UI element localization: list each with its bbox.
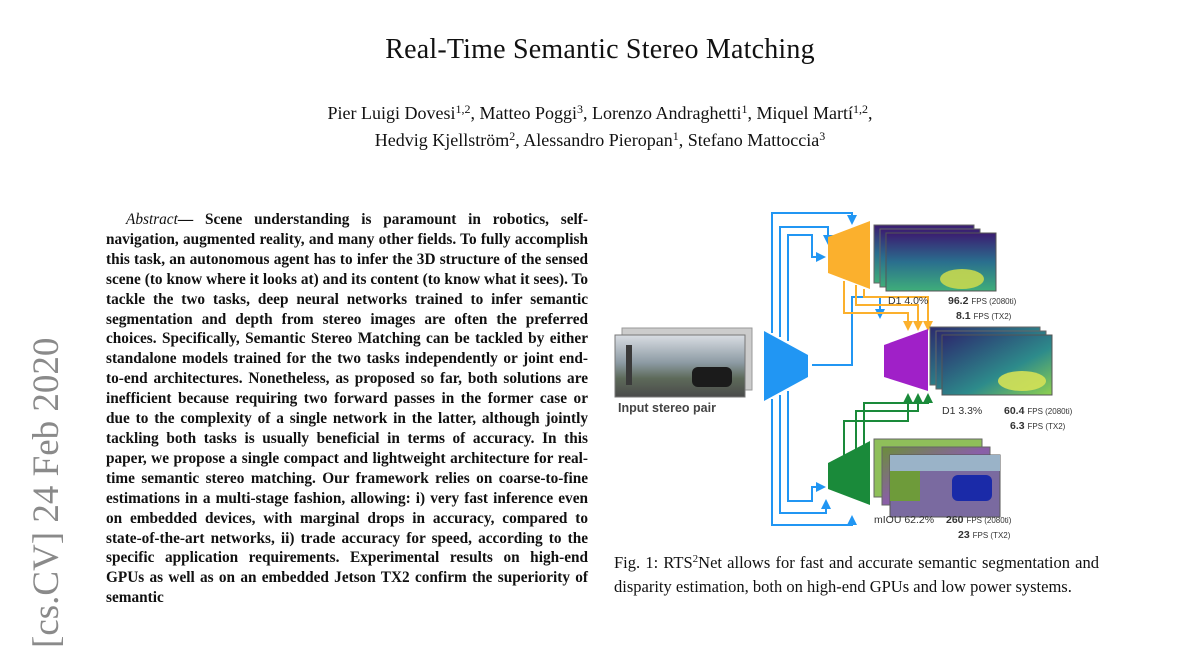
abstract-paragraph (106, 210, 588, 608)
author-list (0, 100, 1200, 154)
abstract (106, 210, 588, 608)
stage3-fps-tx2: 23 FPS (TX2) (958, 529, 1011, 541)
seg-sky (890, 455, 1000, 471)
pole-shape (626, 345, 632, 385)
author: Matteo Poggi$^3$, (479, 102, 593, 123)
author: Alessandro Pieropan$^1$, (523, 129, 688, 150)
paper-title: Real-Time Semantic Stereo Matching (385, 34, 815, 65)
abstract-body: — Scene understanding is paramount in robotics, self-navigation, augmented reality, and many other fields. To fully accomplish this task, an autonomous agent has to infer the 3D structure of the sensed scene (to know where it looks at) and its content (to know what it sees). To tackle the two tasks, deep neural networks trained to infer semantic segmentation and depth from stereo images are often the preferred choices. Specifically, Semantic Stereo Matching can be tackled by either standalone models trained for the two tasks independently or joint end-to-end architectures. Nonetheless, as proposed so far, both solutions are inefficient because requiring two forward passes in the former case or due to the complexity of a single network in the latter, although jointly tackling both tasks is usually beneficial in terms of accuracy. In this paper, we propose a single compact and lightweight architecture for real-time semantic stereo matching. Our framework relies on coarse-to-fine estimations in a multi-stage fashion, allowing: i) very fast inference even on embedded devices, with marginal drops in accuracy, compared to state-of-the-art networks, ii) trade accuracy for speed, according to the specific application requirements. Experimental results on high-end GPUs as well as on an embedded Jetson TX2 confirm the superiority of semantic (106, 211, 588, 607)
stereo-image-front (615, 335, 745, 397)
stage3-fps-2080ti: 260 FPS (2080ti) (946, 514, 1012, 526)
author-line-2 (0, 127, 1200, 154)
architecture-diagram (612, 205, 1102, 545)
refinement-stage-2 (884, 329, 928, 391)
arxiv-stamp-graphic (8, 300, 72, 648)
author: Miquel Martí$^{1,2}$, (756, 102, 873, 123)
encoder-block (764, 331, 808, 401)
input-label: Input stereo pair (618, 401, 716, 415)
author: Stefano Mattoccia$^3$ (687, 129, 826, 150)
abstract-lead: Abstract (126, 211, 178, 228)
seg-car (952, 475, 992, 501)
author: Pier Luigi Dovesi$^{1,2}$, (327, 102, 480, 123)
car-shape (692, 367, 732, 387)
author: Hedvig Kjellström$^2$, (374, 129, 524, 150)
disparity-blob (998, 371, 1046, 391)
input-stereo-pair (615, 328, 752, 415)
stage2-fps-2080ti: 60.4 FPS (2080ti) (1004, 405, 1073, 417)
stage1-metric: D1 4.0% (888, 295, 929, 307)
segmentation-head (828, 441, 870, 505)
segmentation-output (874, 439, 1000, 517)
stage2-metric: D1 3.3% (942, 405, 983, 417)
stage1-fps-tx2: 8.1 FPS (TX2) (956, 310, 1012, 322)
author-line-1 (0, 100, 1200, 127)
stage2-fps-tx2: 6.3 FPS (TX2) (1010, 420, 1066, 432)
stage1-fps-2080ti: 96.2 FPS (2080ti) (948, 295, 1017, 307)
arxiv-stamp-text: [cs.CV] 24 Feb 2020 (26, 337, 67, 648)
figure-caption: Fig. 1: RTS$^2$Net allows for fast and accurate semantic segmentation and disparity estimation, both on high-end GPUs and low power systems. (614, 553, 1099, 596)
stage3-metric: mIOU 62.2% (874, 514, 935, 526)
author: Lorenzo Andraghetti$^1$, (592, 102, 757, 123)
figure-1 (612, 205, 1102, 545)
disparity-output-2 (930, 327, 1052, 395)
disparity-blob (940, 269, 984, 289)
arxiv-stamp (8, 300, 72, 648)
disparity-output-1 (874, 225, 996, 291)
decoder-stage-1 (828, 221, 870, 289)
seg-vegetation (890, 471, 920, 501)
